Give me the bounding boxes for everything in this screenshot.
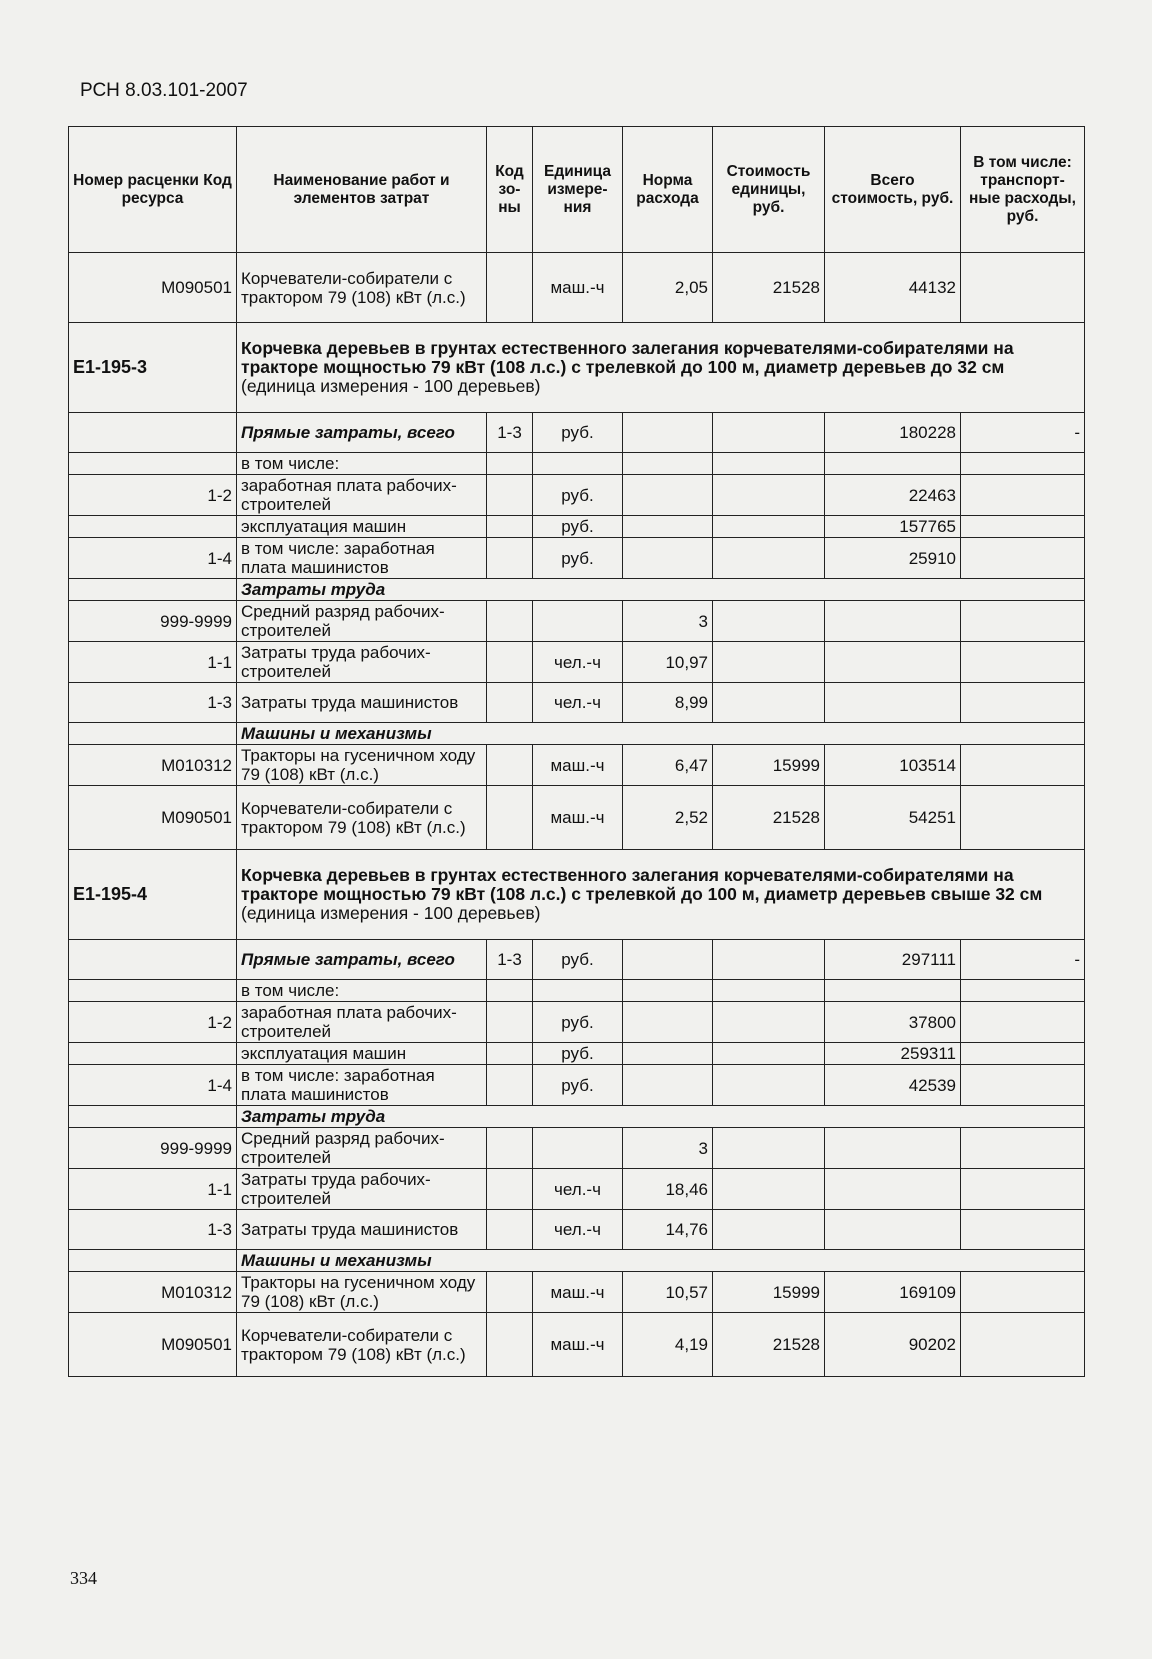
unit-cost-cell: 21528 <box>713 253 825 323</box>
unit-cell: руб. <box>533 940 623 980</box>
code-cell: 1-1 <box>69 642 237 683</box>
total-cell: 180228 <box>825 413 961 453</box>
machines-operation-row <box>69 1043 1085 1065</box>
uprooter-label: Корчеватели-собиратели с трактором 79 (108) кВт (л.с.) <box>237 786 487 850</box>
document-code: РСН 8.03.101-2007 <box>80 80 248 101</box>
norm-cell: 6,47 <box>623 745 713 786</box>
unit-cell: руб. <box>533 413 623 453</box>
header-code: Номер расценки Код ресурса <box>69 127 237 253</box>
norm-cell: 18,46 <box>623 1169 713 1210</box>
uprooter-row <box>69 1313 1085 1377</box>
direct-costs-label: Прямые затраты, всего <box>237 413 487 453</box>
norm-cell: 10,57 <box>623 1272 713 1313</box>
labor-costs-heading: Затраты труда <box>237 579 1085 601</box>
including-row <box>69 980 1085 1002</box>
unit-cell: руб. <box>533 1002 623 1043</box>
unit-cell: руб. <box>533 516 623 538</box>
section-unit-note: (единица измерения - 100 деревьев) <box>241 903 541 923</box>
machines-operation-row <box>69 516 1085 538</box>
tractor-row <box>69 1272 1085 1313</box>
code-cell <box>69 516 237 538</box>
unit-cost-cell: 15999 <box>713 1272 825 1313</box>
code-cell: 1-3 <box>69 1210 237 1250</box>
unit-cell: маш.-ч <box>533 786 623 850</box>
header-total: Всего стоимость, руб. <box>825 127 961 253</box>
direct-costs-row <box>69 413 1085 453</box>
header-zone: Код зо-ны <box>487 127 533 253</box>
transport-cell: - <box>961 413 1085 453</box>
total-cell: 44132 <box>825 253 961 323</box>
unit-cell: чел.-ч <box>533 642 623 683</box>
total-cell: 169109 <box>825 1272 961 1313</box>
labor-operators-row <box>69 683 1085 723</box>
header-unit: Единица измере-ния <box>533 127 623 253</box>
code-cell: 1-3 <box>69 683 237 723</box>
rate-code: Е1-195-3 <box>69 323 237 413</box>
code-cell: 1-4 <box>69 538 237 579</box>
labor-workers-row <box>69 642 1085 683</box>
norm-cell <box>623 413 713 453</box>
section-unit-note: (единица измерения - 100 деревьев) <box>241 376 541 396</box>
labor-workers-row <box>69 1169 1085 1210</box>
total-cell: 22463 <box>825 475 961 516</box>
total-cell: 90202 <box>825 1313 961 1377</box>
unit-cost-cell: 21528 <box>713 786 825 850</box>
total-cell: 103514 <box>825 745 961 786</box>
total-cell: 297111 <box>825 940 961 980</box>
tractor-label: Тракторы на гусеничном ходу 79 (108) кВт (л.с.) <box>237 1272 487 1313</box>
uprooter-label: Корчеватели-собиратели с трактором 79 (108) кВт (л.с.) <box>237 1313 487 1377</box>
unit-cell: маш.-ч <box>533 745 623 786</box>
code-cell: 999-9999 <box>69 601 237 642</box>
code-cell: 1-4 <box>69 1065 237 1106</box>
grade-label: Средний разряд рабочих-строителей <box>237 1128 487 1169</box>
rates-table <box>68 126 1085 1377</box>
machines-heading: Машины и механизмы <box>237 1250 1085 1272</box>
operator-wage-label: в том числе: заработная плата машинистов <box>237 538 487 579</box>
page-number: 334 <box>70 1568 97 1588</box>
operator-wage-row <box>69 1065 1085 1106</box>
unit-cell: руб. <box>533 538 623 579</box>
norm-cell: 8,99 <box>623 683 713 723</box>
norm-cell: 3 <box>623 601 713 642</box>
wage-row <box>69 475 1085 516</box>
unit-cost-cell <box>713 940 825 980</box>
code-cell <box>69 453 237 475</box>
rate-section-e1-195-3 <box>69 323 1085 850</box>
total-cell: 37800 <box>825 1002 961 1043</box>
unit-cell: чел.-ч <box>533 1210 623 1250</box>
section-header-row <box>69 323 1085 413</box>
machines-heading: Машины и механизмы <box>237 723 1085 745</box>
code-cell: 1-2 <box>69 475 237 516</box>
labor-workers-label: Затраты труда рабочих-строителей <box>237 642 487 683</box>
labor-operators-row <box>69 1210 1085 1250</box>
tractor-row <box>69 745 1085 786</box>
transport-cell <box>961 253 1085 323</box>
code-cell: М090501 <box>69 1313 237 1377</box>
uprooter-row <box>69 786 1085 850</box>
header-row <box>69 127 1085 253</box>
code-cell: М010312 <box>69 745 237 786</box>
rate-code: Е1-195-4 <box>69 850 237 940</box>
unit-cell: руб. <box>533 1065 623 1106</box>
section-title-cell <box>237 323 1085 413</box>
total-cell: 259311 <box>825 1043 961 1065</box>
machines-header-row <box>69 1250 1085 1272</box>
total-cell: 42539 <box>825 1065 961 1106</box>
norm-cell <box>623 940 713 980</box>
norm-cell: 2,05 <box>623 253 713 323</box>
section-title-cell <box>237 850 1085 940</box>
header-transport: В том числе: транспорт-ные расходы, руб. <box>961 127 1085 253</box>
resource-name: Корчеватели-собиратели с трактором 79 (108) кВт (л.с.) <box>237 253 487 323</box>
rate-section-e1-195-4 <box>69 850 1085 1377</box>
norm-cell: 3 <box>623 1128 713 1169</box>
operator-wage-row <box>69 538 1085 579</box>
wage-label: заработная плата рабочих-строителей <box>237 475 487 516</box>
wage-row <box>69 1002 1085 1043</box>
total-cell: 54251 <box>825 786 961 850</box>
code-cell: М090501 <box>69 786 237 850</box>
operator-wage-label: в том числе: заработная плата машинистов <box>237 1065 487 1106</box>
unit-cell: маш.-ч <box>533 253 623 323</box>
labor-header-row <box>69 1106 1085 1128</box>
labor-costs-heading: Затраты труда <box>237 1106 1085 1128</box>
section-title: Корчевка деревьев в грунтах естественного залегания корчевателями-собирателями на тракторе мощностью 79 кВт (108 л.с.) с трелевкой до 100 м, диаметр деревьев свыше 32 см <box>241 865 1043 904</box>
direct-costs-label: Прямые затраты, всего <box>237 940 487 980</box>
labor-header-row <box>69 579 1085 601</box>
labor-operators-label: Затраты труда машинистов <box>237 1210 487 1250</box>
including-row <box>69 453 1085 475</box>
labor-workers-label: Затраты труда рабочих-строителей <box>237 1169 487 1210</box>
zone-cell: 1-3 <box>487 413 533 453</box>
total-cell: 25910 <box>825 538 961 579</box>
machines-operation-label: эксплуатация машин <box>237 1043 487 1065</box>
code-cell: 1-1 <box>69 1169 237 1210</box>
wage-label: заработная плата рабочих-строителей <box>237 1002 487 1043</box>
grade-row <box>69 601 1085 642</box>
direct-costs-row <box>69 940 1085 980</box>
unit-cell: маш.-ч <box>533 1313 623 1377</box>
code-cell <box>69 413 237 453</box>
code-cell: 999-9999 <box>69 1128 237 1169</box>
total-cell: 157765 <box>825 516 961 538</box>
unit-cost-cell: 15999 <box>713 745 825 786</box>
resource-code: М090501 <box>69 253 237 323</box>
norm-cell: 10,97 <box>623 642 713 683</box>
header-unit-cost: Стоимость единицы, руб. <box>713 127 825 253</box>
unit-cell: чел.-ч <box>533 1169 623 1210</box>
zone-cell <box>487 253 533 323</box>
grade-label: Средний разряд рабочих-строителей <box>237 601 487 642</box>
unit-cell: маш.-ч <box>533 1272 623 1313</box>
norm-cell: 14,76 <box>623 1210 713 1250</box>
unit-cell: руб. <box>533 1043 623 1065</box>
including-label: в том числе: <box>237 453 487 475</box>
code-cell: 1-2 <box>69 1002 237 1043</box>
unit-cell: руб. <box>533 475 623 516</box>
header-norm: Норма расхода <box>623 127 713 253</box>
labor-operators-label: Затраты труда машинистов <box>237 683 487 723</box>
norm-cell: 4,19 <box>623 1313 713 1377</box>
machines-header-row <box>69 723 1085 745</box>
grade-row <box>69 1128 1085 1169</box>
code-cell: М010312 <box>69 1272 237 1313</box>
zone-cell: 1-3 <box>487 940 533 980</box>
code-cell <box>69 980 237 1002</box>
header-name: Наименование работ и элементов затрат <box>237 127 487 253</box>
code-cell <box>69 940 237 980</box>
tractor-label: Тракторы на гусеничном ходу 79 (108) кВт (л.с.) <box>237 745 487 786</box>
section-header-row <box>69 850 1085 940</box>
including-label: в том числе: <box>237 980 487 1002</box>
machines-operation-label: эксплуатация машин <box>237 516 487 538</box>
unit-cost-cell <box>713 413 825 453</box>
norm-cell: 2,52 <box>623 786 713 850</box>
table-row <box>69 253 1085 323</box>
code-cell <box>69 1043 237 1065</box>
section-title: Корчевка деревьев в грунтах естественного залегания корчевателями-собирателями на тракторе мощностью 79 кВт (108 л.с.) с трелевкой до 100 м, диаметр деревьев до 32 см <box>241 338 1014 377</box>
unit-cost-cell: 21528 <box>713 1313 825 1377</box>
transport-cell: - <box>961 940 1085 980</box>
unit-cell: чел.-ч <box>533 683 623 723</box>
